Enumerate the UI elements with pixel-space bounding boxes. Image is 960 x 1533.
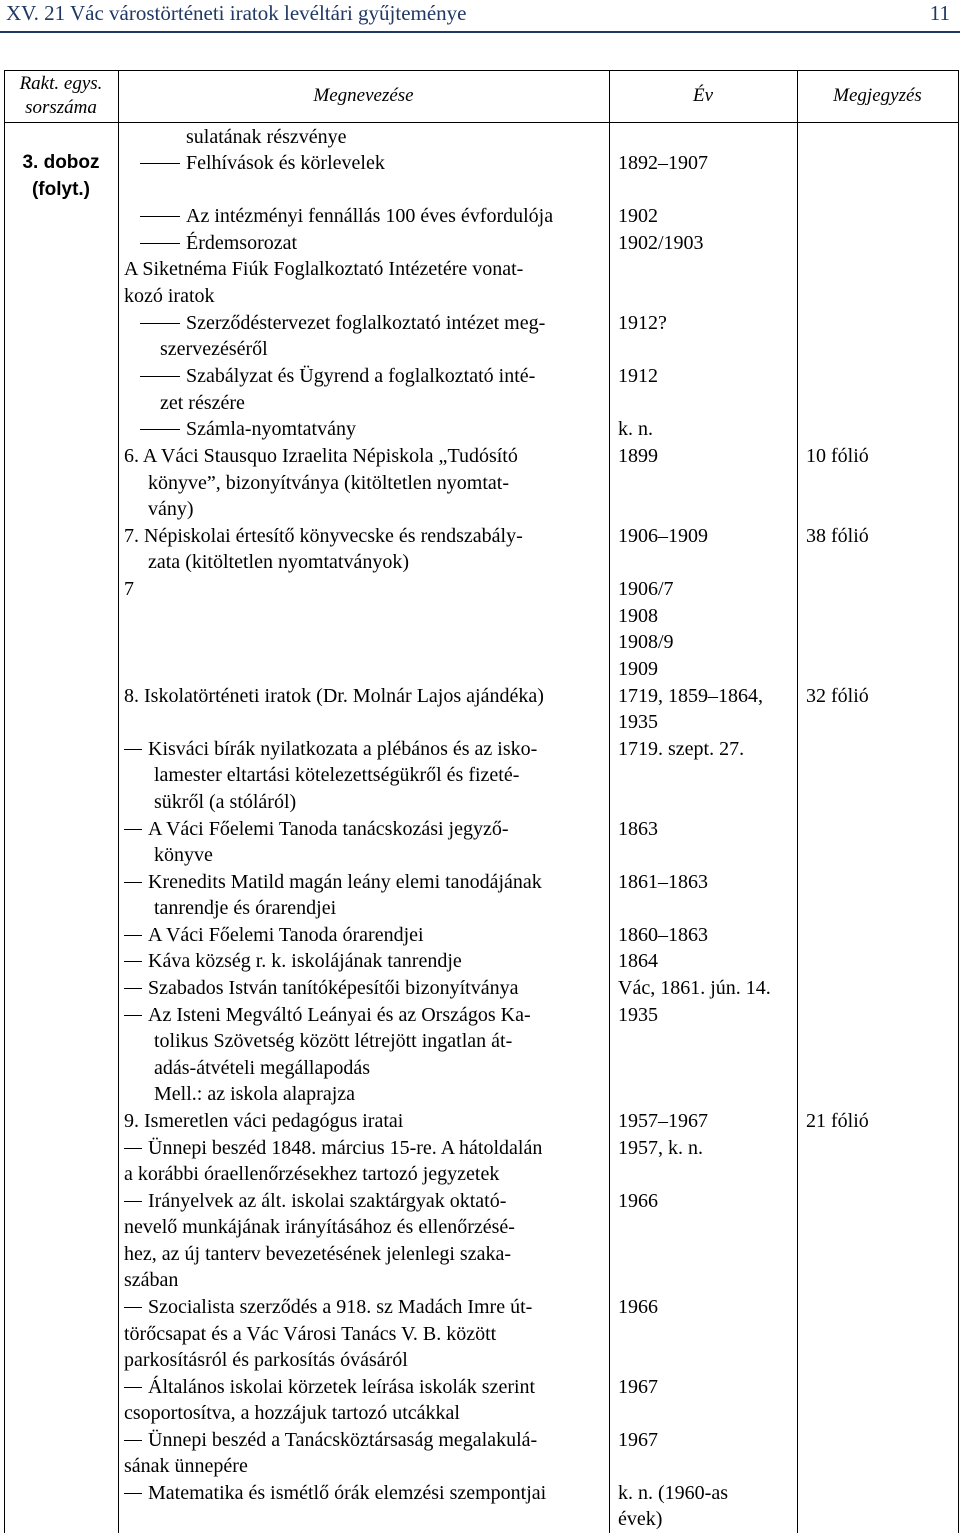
row-year: 1906/7 <box>618 578 674 600</box>
dash-icon <box>140 323 180 324</box>
row-name-text: Ünnepi beszéd 1848. március 15-re. A hátoldalán <box>148 1137 543 1159</box>
row-name: 8. Iskolatörténeti iratok (Dr. Molnár Lajos ajándéka) <box>124 685 544 707</box>
row-year: 1906–1909 <box>618 525 708 547</box>
column-header-rakt <box>4 72 118 120</box>
row-name: szában <box>124 1269 179 1291</box>
row-year: k. n. <box>618 418 653 440</box>
column-header-rakt-line2: sorszáma <box>25 97 97 118</box>
row-year: 1966 <box>618 1296 658 1318</box>
row-name-text: A Váci Főelemi Tanoda órarendjei <box>148 924 424 946</box>
row-name-text: Krenedits Matild magán leány elemi tanodájának <box>148 871 542 893</box>
row-name: sulatának részvénye <box>186 126 347 148</box>
header-title: XV. 21 Vác várostörténeti iratok levéltári gyűjteménye <box>6 1 467 25</box>
dash-icon <box>124 882 142 883</box>
dash-icon <box>124 1440 142 1441</box>
dash-icon <box>140 163 180 164</box>
row-note: 32 fólió <box>806 685 869 707</box>
row-year: 1957, k. n. <box>618 1137 703 1159</box>
row-note: 21 fólió <box>806 1110 869 1132</box>
row-name <box>124 1188 506 1215</box>
row-name <box>124 1294 532 1321</box>
dash-icon <box>140 216 180 217</box>
dash-icon <box>124 935 142 936</box>
row-year: 1861–1863 <box>618 871 708 893</box>
row-name: zet részére <box>160 392 245 414</box>
row-name <box>124 816 509 843</box>
row-name: A Siketnéma Fiúk Foglalkoztató Intézetére vonat- <box>124 258 524 280</box>
row-name: a korábbi óraellenőrzésekhez tartozó jegyzetek <box>124 1163 500 1185</box>
row-name: nevelő munkájának irányításához és ellenőrzésé- <box>124 1216 515 1238</box>
row-name: 7. Népiskolai értesítő könyvecske és rendszabály- <box>124 525 523 547</box>
row-name <box>124 1427 537 1454</box>
row-year: 1935 <box>618 711 658 733</box>
row-name: könyve”, bizonyítványa (kitöltetlen nyomtat- <box>148 472 510 494</box>
row-year: 1909 <box>618 658 658 680</box>
dash-icon <box>140 376 180 377</box>
row-name <box>124 869 542 896</box>
row-year: 1957–1967 <box>618 1110 708 1132</box>
row-year: 1966 <box>618 1190 658 1212</box>
row-name: vány) <box>148 498 194 520</box>
column-header-name: Megnevezése <box>313 85 414 106</box>
row-name <box>124 1135 542 1162</box>
row-name-text: Matematika és ismétlő órák elemzési szempontjai <box>148 1482 547 1504</box>
row-name-text: Szocialista szerződés a 918. sz Madách Imre út- <box>148 1296 533 1318</box>
row-note: 38 fólió <box>806 525 869 547</box>
dash-icon <box>124 1201 142 1202</box>
row-name: csoportosítva, a hozzájuk tartozó utcákkal <box>124 1402 460 1424</box>
row-name <box>140 416 356 443</box>
dash-icon <box>140 429 180 430</box>
dash-icon <box>124 749 142 750</box>
row-name: parkosításról és parkosítás óvásáról <box>124 1349 408 1371</box>
row-name-text: Felhívások és körlevelek <box>186 152 385 174</box>
row-name <box>124 922 424 949</box>
table-border-right <box>958 70 959 1533</box>
row-name <box>124 736 537 763</box>
row-year: 1719, 1859–1864, <box>618 685 763 707</box>
row-year: 1719. szept. 27. <box>618 738 745 760</box>
row-name-text: Irányelvek az ált. iskolai szaktárgyak oktató- <box>148 1190 507 1212</box>
running-header <box>0 0 960 32</box>
row-year: 1863 <box>618 818 658 840</box>
column-header-year: Év <box>692 85 714 106</box>
row-year: 1967 <box>618 1376 658 1398</box>
page-number: 11 <box>929 1 950 25</box>
row-note: 10 fólió <box>806 445 869 467</box>
row-year: 1892–1907 <box>618 152 708 174</box>
row-name: sükről (a stóláról) <box>154 791 297 813</box>
column-header-rakt-line1: Rakt. egys. <box>19 73 103 94</box>
dash-icon <box>124 1148 142 1149</box>
row-year: 1864 <box>618 950 658 972</box>
row-name <box>124 975 518 1002</box>
row-name: zata (kitöltetlen nyomtatványok) <box>148 551 410 573</box>
table-border-top <box>4 70 959 71</box>
row-name: 6. A Váci Stausquo Izraelita Népiskola „Tudósító <box>124 445 518 467</box>
row-year: 1912 <box>618 365 658 387</box>
row-name: 9. Ismeretlen váci pedagógus iratai <box>124 1110 404 1132</box>
row-name: hez, az új tanterv bevezetésének jelenlegi szaka- <box>124 1243 512 1265</box>
row-name <box>140 363 535 390</box>
row-name-text: Szabályzat és Ügyrend a foglalkoztató inté- <box>186 365 536 387</box>
row-name: szervezéséről <box>160 338 268 360</box>
row-name: adás-átvételi megállapodás <box>154 1057 371 1079</box>
row-name: könyve <box>154 844 213 866</box>
dash-icon <box>124 1015 142 1016</box>
row-year: évek) <box>618 1508 663 1530</box>
row-name <box>124 1374 535 1401</box>
row-name-text: Kisváci bírák nyilatkozata a plébános és az isko- <box>148 738 538 760</box>
row-name <box>124 1002 531 1029</box>
dash-icon <box>124 1307 142 1308</box>
row-name <box>124 1480 546 1507</box>
row-year: 1912? <box>618 312 667 334</box>
row-year: 1899 <box>618 445 658 467</box>
row-name-text: Szerződéstervezet foglalkoztató intézet meg- <box>186 312 546 334</box>
row-name <box>140 150 385 177</box>
row-name-text: A Váci Főelemi Tanoda tanácskozási jegyző- <box>148 818 509 840</box>
row-name-text: Ünnepi beszéd a Tanácsköztársaság megalakulá- <box>148 1429 538 1451</box>
header-separator <box>4 122 959 123</box>
row-name <box>140 203 553 230</box>
box-label-line1: 3. doboz <box>22 152 100 173</box>
row-name <box>140 230 297 257</box>
row-year: 1908/9 <box>618 631 674 653</box>
table-border-left <box>4 70 5 1533</box>
column-divider-2 <box>609 70 610 1533</box>
row-name: törőcsapat és a Vác Városi Tanács V. B. között <box>124 1323 497 1345</box>
row-name <box>140 310 545 337</box>
row-name: 7 <box>124 578 134 600</box>
row-name: tolikus Szövetség között létrejött ingatlan át- <box>154 1030 513 1052</box>
box-label-line2: (folyt.) <box>31 179 91 200</box>
row-name: tanrendje és órarendjei <box>154 897 337 919</box>
row-year: 1935 <box>618 1004 658 1026</box>
row-name-text: Szabados István tanítóképesítői bizonyítványa <box>148 977 519 999</box>
dash-icon <box>124 1493 142 1494</box>
row-name-text: Káva község r. k. iskolájának tanrendje <box>148 950 462 972</box>
header-rule <box>0 31 960 33</box>
box-label <box>4 149 118 203</box>
row-year: 1908 <box>618 605 658 627</box>
row-name: sának ünnepére <box>124 1455 248 1477</box>
row-name-text: Számla-nyomtatvány <box>186 418 356 440</box>
dash-icon <box>124 961 142 962</box>
row-year: 1967 <box>618 1429 658 1451</box>
column-divider-3 <box>797 70 798 1533</box>
dash-icon <box>124 1387 142 1388</box>
row-name <box>124 948 462 975</box>
row-year: k. n. (1960-as <box>618 1482 728 1504</box>
column-divider-1 <box>118 70 119 1533</box>
dash-icon <box>124 829 142 830</box>
row-name: Mell.: az iskola alaprajza <box>154 1083 356 1105</box>
row-name: kozó iratok <box>124 285 215 307</box>
row-name-text: Érdemsorozat <box>186 232 298 254</box>
row-name-text: Általános iskolai körzetek leírása iskolák szerint <box>148 1376 536 1398</box>
row-year: 1902/1903 <box>618 232 704 254</box>
row-year: Vác, 1861. jún. 14. <box>618 977 771 999</box>
row-year: 1902 <box>618 205 658 227</box>
row-year: 1860–1863 <box>618 924 708 946</box>
column-header-note: Megjegyzés <box>833 85 922 106</box>
row-name-text: Az Isteni Megváltó Leányai és az Országos Ka- <box>148 1004 531 1026</box>
row-name-text: Az intézményi fennállás 100 éves évfordulója <box>186 205 554 227</box>
dash-icon <box>124 988 142 989</box>
row-name: lamester eltartási kötelezettségükről és fizeté- <box>154 764 520 786</box>
dash-icon <box>140 243 180 244</box>
